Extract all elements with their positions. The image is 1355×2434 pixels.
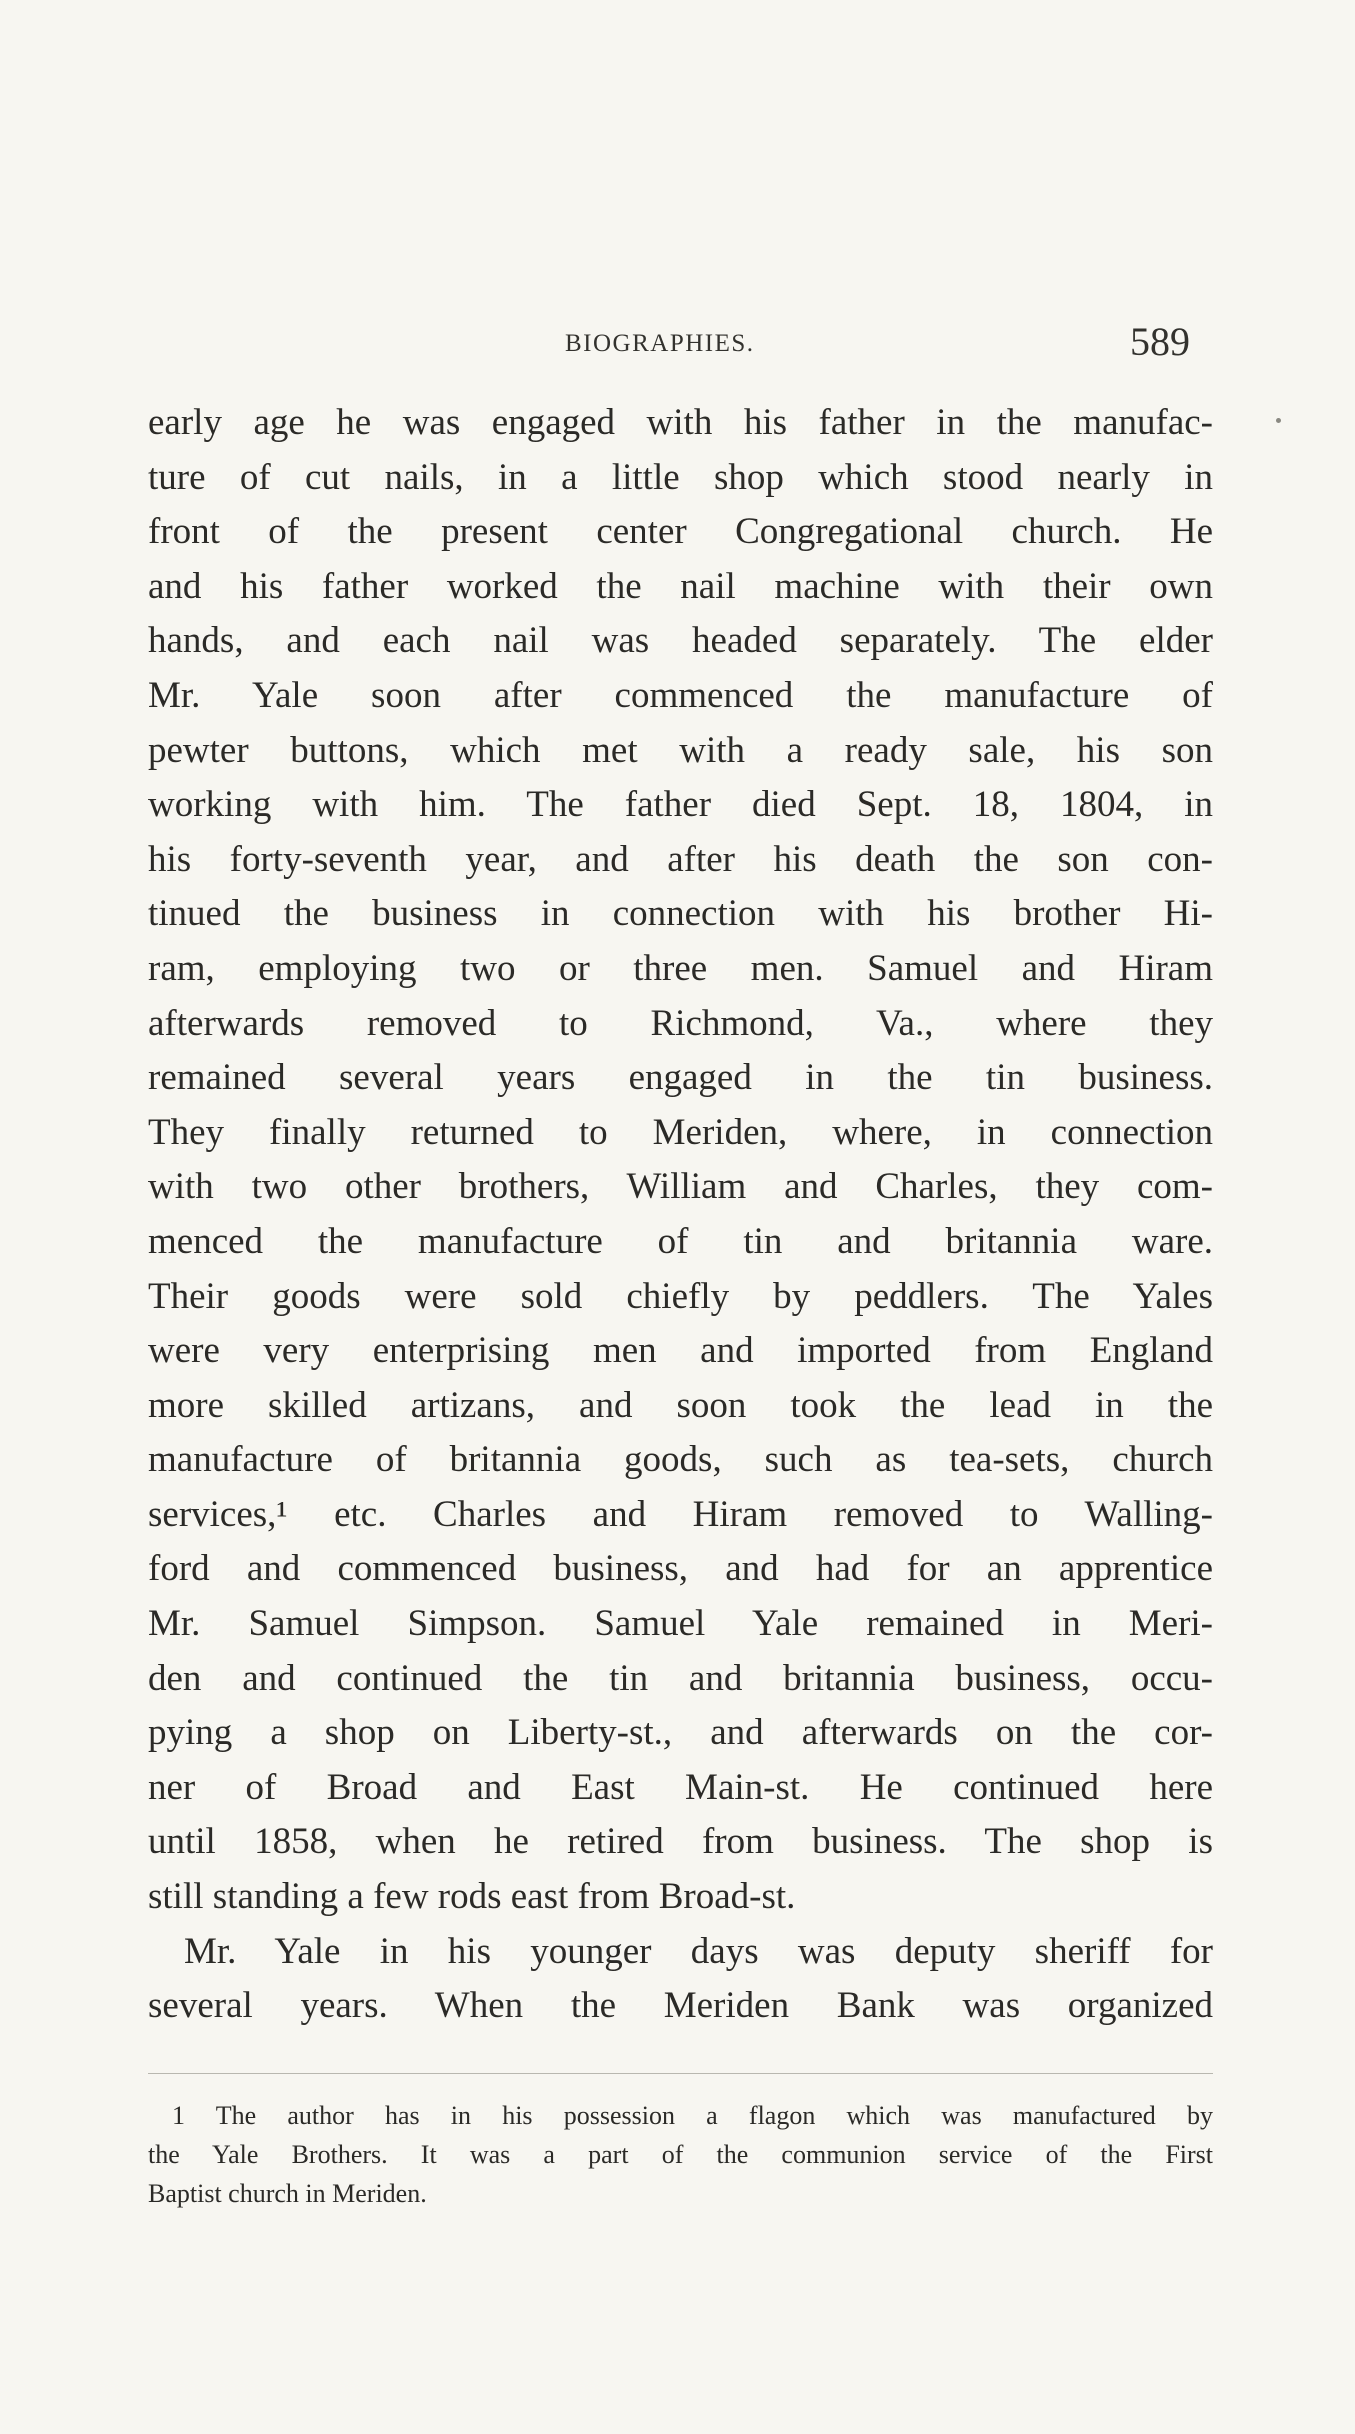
body-line: ram, employing two or three men. Samuel and Hiram (148, 947, 1213, 989)
body-line: working with him. The father died Sept. 18, 1804, in (148, 784, 1213, 826)
body-line: until 1858, when he retired from business. The shop is (148, 1821, 1213, 1863)
body-line: early age he was engaged with his father in the manufac- (148, 402, 1213, 443)
body-line: manufacture of britannia goods, such as tea-sets, church (148, 1439, 1213, 1481)
page-number: 589 (1130, 319, 1190, 364)
body-line: tinued the business in connection with his brother Hi- (148, 893, 1213, 935)
body-line: with two other brothers, William and Charles, they com- (148, 1166, 1213, 1208)
body-line: front of the present center Congregational church. He (148, 511, 1213, 553)
body-line: ture of cut nails, in a little shop which stood nearly in (148, 456, 1213, 498)
body-line: They finally returned to Meriden, where, in connection (148, 1111, 1213, 1153)
running-title: BIOGRAPHIES. (565, 330, 755, 357)
body-line: ford and commenced business, and had for an apprentice (148, 1548, 1213, 1590)
body-line: Mr. Samuel Simpson. Samuel Yale remained in Meri- (148, 1603, 1213, 1645)
body-line: more skilled artizans, and soon took the lead in the (148, 1384, 1213, 1426)
margin-mark (1276, 418, 1281, 423)
body-line: services,¹ etc. Charles and Hiram removed to Walling- (148, 1493, 1213, 1535)
body-line: Their goods were sold chiefly by peddlers. The Yales (148, 1275, 1213, 1317)
body-line: still standing a few rods east from Broad-st. (148, 1876, 796, 1918)
body-line: afterwards removed to Richmond, Va., where they (148, 1002, 1213, 1044)
footnote-line: the Yale Brothers. It was a part of the communion service of the First (148, 2140, 1213, 2169)
footnote (148, 2096, 1213, 2213)
body-line: Mr. Yale soon after commenced the manufacture of (148, 674, 1213, 716)
body-line: and his father worked the nail machine with their own (148, 565, 1213, 607)
body-line: were very enterprising men and imported from England (148, 1330, 1213, 1372)
body-line: Mr. Yale in his younger days was deputy sheriff for (184, 1930, 1213, 1972)
footnote-line: Baptist church in Meriden. (148, 2179, 427, 2208)
body-line: den and continued the tin and britannia business, occu- (148, 1657, 1213, 1699)
body-line: remained several years engaged in the tin business. (148, 1057, 1213, 1099)
body-line: pewter buttons, which met with a ready sale, his son (148, 729, 1213, 771)
footnote-line: 1 The author has in his possession a flagon which was manufactured by (172, 2101, 1213, 2130)
body-line: several years. When the Meriden Bank was organized (148, 1985, 1213, 2027)
body-line: hands, and each nail was headed separately. The elder (148, 620, 1213, 662)
body-line: ner of Broad and East Main-st. He continued here (148, 1766, 1213, 1808)
body-line: his forty-seventh year, and after his death the son con- (148, 838, 1213, 880)
body-line: menced the manufacture of tin and britannia ware. (148, 1220, 1213, 1262)
footnote-rule (148, 2073, 1213, 2074)
body-text (148, 396, 1213, 2034)
body-line: pying a shop on Liberty-st., and afterwards on the cor- (148, 1712, 1213, 1754)
